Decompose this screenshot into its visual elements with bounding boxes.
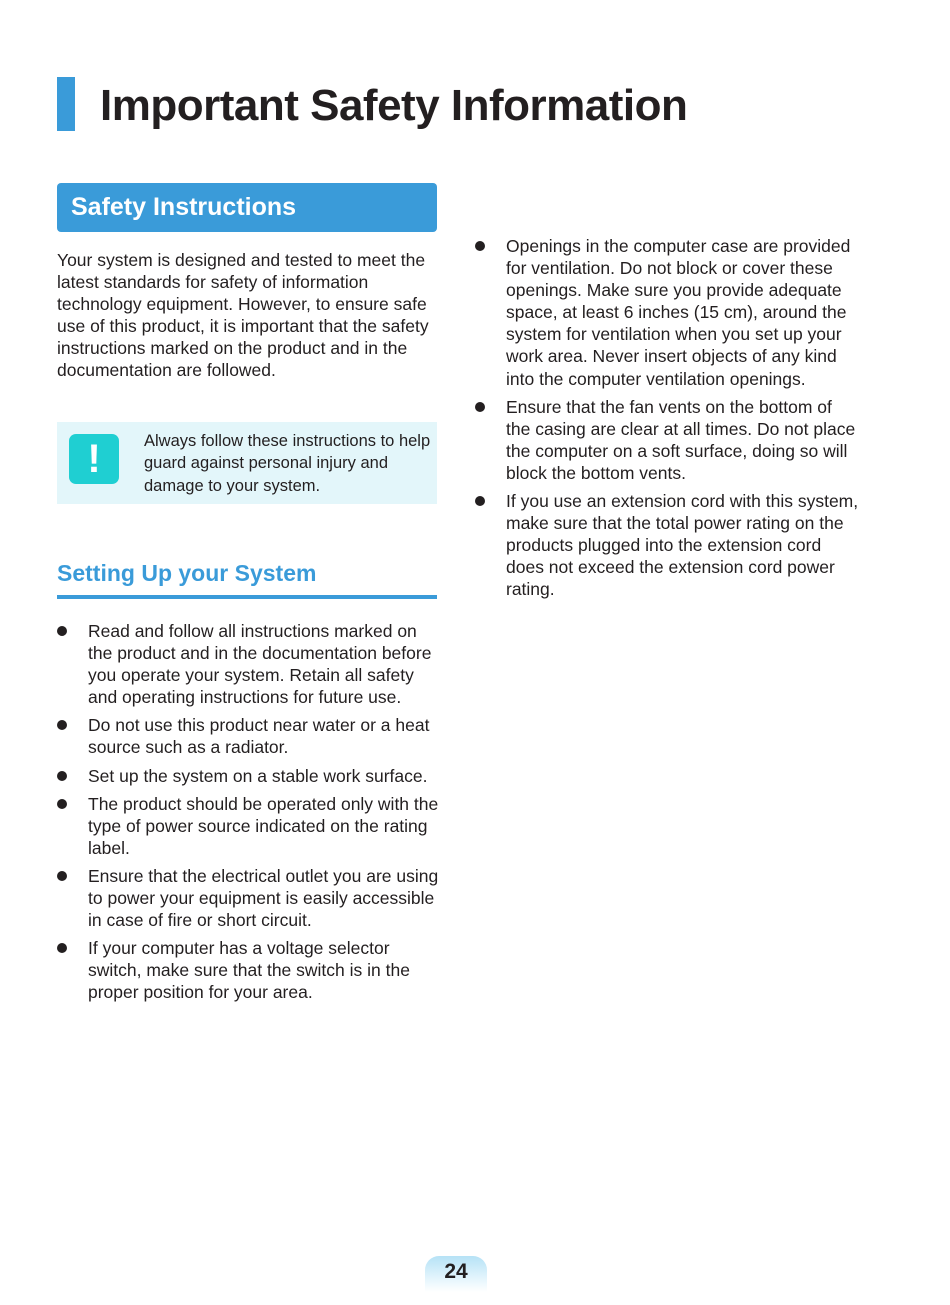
bullet-dot-icon: [57, 771, 67, 781]
bullet-dot-icon: [57, 626, 67, 636]
list-item: [57, 765, 442, 787]
list-item-text: Set up the system on a stable work surface.: [88, 765, 428, 786]
list-item: [475, 490, 860, 600]
page-number: 24: [425, 1256, 487, 1292]
list-item: [475, 235, 860, 390]
list-item: [57, 865, 442, 931]
page-title: Important Safety Information: [100, 81, 688, 130]
list-item-text: The product should be operated only with the type of power source indicated on the rating label.: [88, 793, 439, 858]
setup-bullet-list-right: [475, 235, 860, 607]
list-item-text: If you use an extension cord with this system, make sure that the total power rating on the products plugged into the extension cord does not exceed the extension cord power rating.: [506, 491, 859, 600]
list-item-text: Do not use this product near water or a heat source such as a radiator.: [88, 715, 430, 758]
list-item-text: Read and follow all instructions marked on the product and in the documentation before you operate your system. Retain all safety and operating instructions for future use.: [88, 621, 432, 708]
list-item: [475, 396, 860, 484]
list-item: [57, 937, 442, 1003]
bullet-dot-icon: [57, 871, 67, 881]
bullet-dot-icon: [475, 241, 485, 251]
list-item-text: Ensure that the electrical outlet you are using to power your equipment is easily accessible in case of fire or short circuit.: [88, 865, 439, 931]
bullet-dot-icon: [475, 402, 485, 412]
list-item-text: Ensure that the fan vents on the bottom of the casing are clear at all times. Do not place the computer on a soft surface, doing so will block the bottom vents.: [506, 396, 856, 483]
setup-bullet-list-left: [57, 620, 442, 1010]
bullet-dot-icon: [57, 943, 67, 953]
safety-instructions-header: Safety Instructions: [57, 183, 437, 232]
setting-up-section-title: Setting Up your System: [57, 558, 437, 599]
list-item-text: If your computer has a voltage selector switch, make sure that the switch is in the proper position for your area.: [88, 938, 410, 1003]
exclamation-icon: !: [69, 434, 119, 484]
list-item-text: Openings in the computer case are provided for ventilation. Do not block or cover these openings. Make sure you provide adequate space, at least 6 inches (15 cm), around the system for ventilation when you set up your work area. Never insert objects of any kind into the computer ventilation openings.: [506, 236, 851, 389]
safety-intro-paragraph: Your system is designed and tested to meet the latest standards for safety of information technology equipment. However, to ensure safe use of this product, it is important that the safety instructions marked on the product and in the documentation are followed.: [57, 250, 429, 381]
title-accent-bar: [57, 77, 75, 131]
bullet-dot-icon: [475, 496, 485, 506]
bullet-dot-icon: [57, 720, 67, 730]
list-item: [57, 714, 442, 758]
notice-box: [57, 422, 437, 504]
bullet-dot-icon: [57, 799, 67, 809]
list-item: [57, 620, 442, 708]
list-item: [57, 793, 442, 859]
notice-text: Always follow these instructions to help guard against personal injury and damage to your system.: [144, 432, 431, 495]
